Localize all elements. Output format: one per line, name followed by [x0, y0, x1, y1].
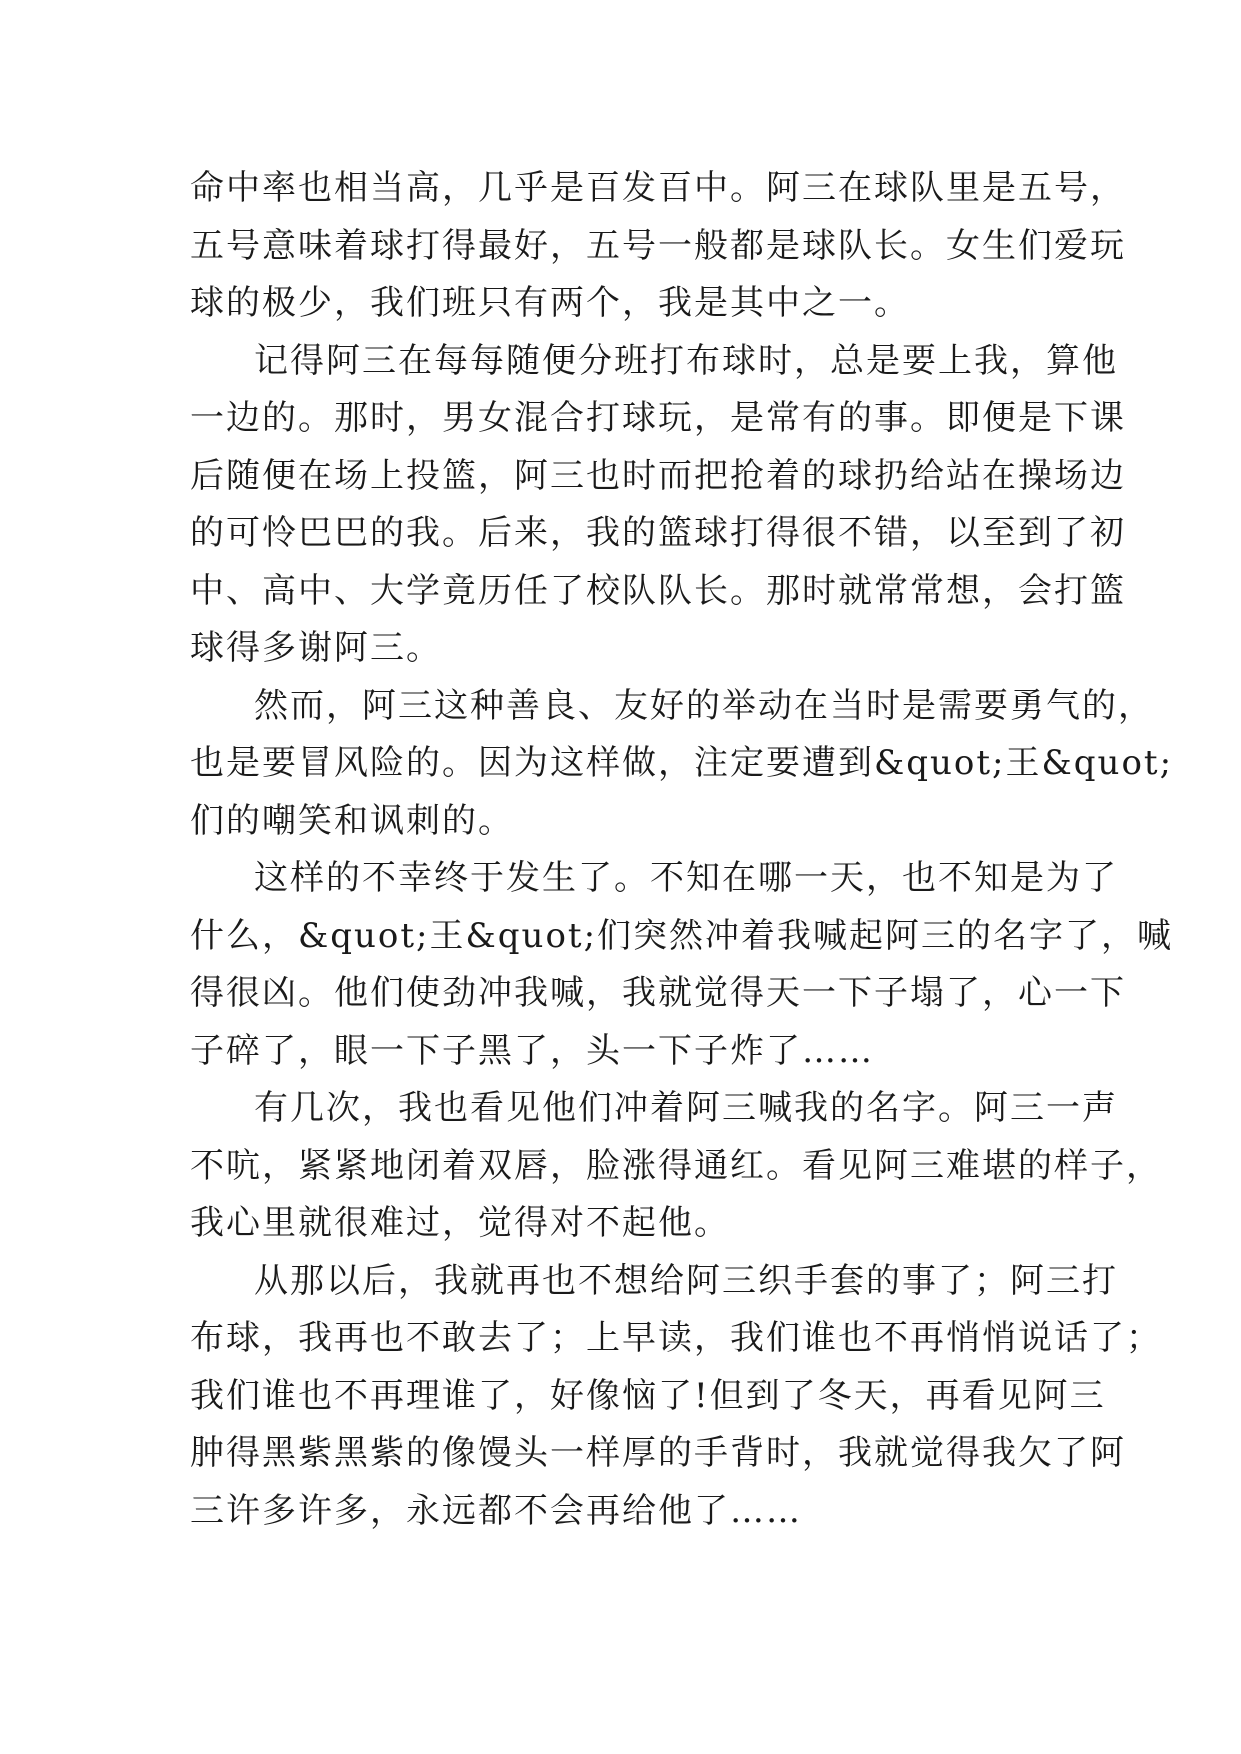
text-line: 中、高中、大学竟历任了校队队长。那时就常常想，会打篮: [190, 570, 1126, 611]
text-line: 球的极少，我们班只有两个，我是其中之一。: [190, 283, 910, 323]
document-body: [190, 160, 1174, 1540]
text-line: 我心里就很难过，觉得对不起他。: [190, 1203, 730, 1243]
text-line: 子碎了，眼一下子黑了，头一下子炸了……: [190, 1030, 874, 1071]
paragraph-first-line: 然而，阿三这种善良、友好的举动在当时是需要勇气的，: [254, 685, 1154, 726]
text-line: 一边的。那时，男女混合打球玩，是常有的事。即便是下课: [190, 398, 1126, 438]
text-line: 们的嘲笑和讽刺的。: [190, 800, 514, 841]
text-line: 得很凶。他们使劲冲我喊，我就觉得天一下子塌了，心一下: [190, 973, 1126, 1013]
text-line: 的可怜巴巴的我。后来，我的篮球打得很不错，以至到了初: [190, 513, 1126, 553]
text-line: 五号意味着球打得最好，五号一般都是球队长。女生们爱玩: [190, 225, 1126, 266]
text-line: 后随便在场上投篮，阿三也时而把抢着的球扔给站在操场边: [190, 455, 1126, 496]
paragraph-first-line: 从那以后，我就再也不想给阿三织手套的事了；阿三打: [254, 1260, 1118, 1301]
text-line: 球得多谢阿三。: [190, 628, 442, 668]
text-line: 什么，&quot;王&quot;们突然冲着我喊起阿三的名字了，喊: [190, 915, 1174, 956]
paragraph-first-line: 有几次，我也看见他们冲着阿三喊我的名字。阿三一声: [254, 1088, 1118, 1128]
text-line: 布球，我再也不敢去了；上早读，我们谁也不再悄悄说话了；: [190, 1318, 1162, 1358]
text-line: 也是要冒风险的。因为这样做，注定要遭到&quot;王&quot;: [190, 743, 1174, 783]
text-line: 我们谁也不再理谁了，好像恼了!但到了冬天，再看见阿三: [190, 1375, 1106, 1416]
text-line: 命中率也相当高，几乎是百发百中。阿三在球队里是五号，: [190, 168, 1126, 208]
text-line: 三许多许多，永远都不会再给他了……: [190, 1490, 802, 1531]
text-line: 肿得黑紫黑紫的像馒头一样厚的手背时，我就觉得我欠了阿: [190, 1433, 1126, 1473]
text-line: 不吭，紧紧地闭着双唇，脸涨得通红。看见阿三难堪的样子，: [190, 1145, 1162, 1186]
paragraph-first-line: 这样的不幸终于发生了。不知在哪一天，也不知是为了: [254, 858, 1118, 898]
paragraph-first-line: 记得阿三在每每随便分班打布球时，总是要上我，算他: [254, 340, 1118, 381]
